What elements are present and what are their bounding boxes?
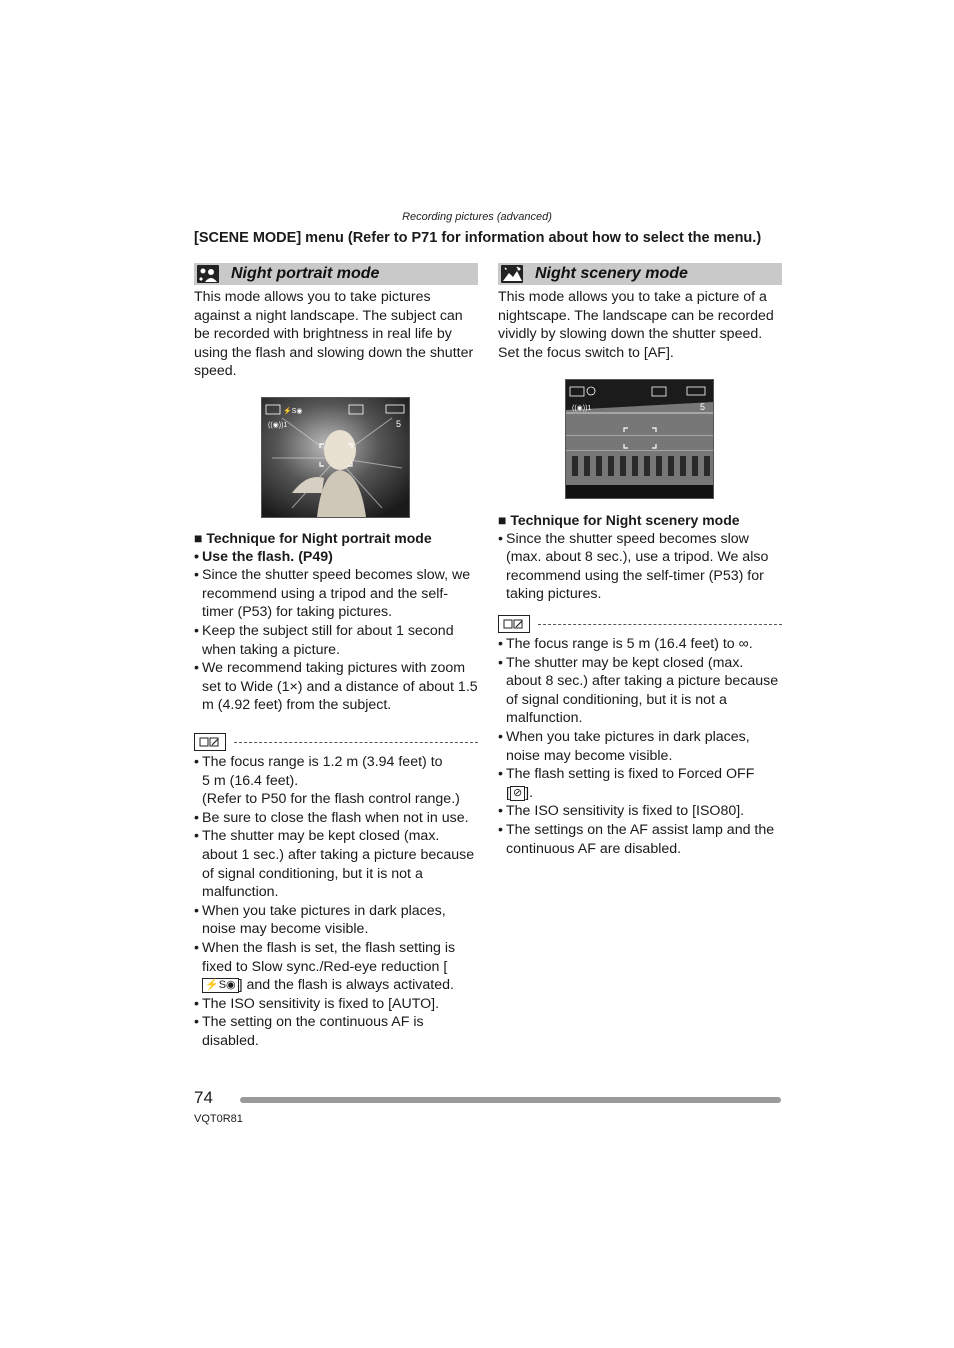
left-column (194, 263, 478, 381)
list-item: • Since the shutter speed becomes slow, we recommend using a tripod and the self-timer (P53) for taking pictures. (194, 566, 478, 622)
list-item (194, 753, 478, 809)
list-item: • When you take pictures in dark places, noise may become visible. (194, 902, 478, 939)
list-item: • When you take pictures in dark places, noise may become visible. (498, 728, 782, 765)
night-scenery-title: Night scenery mode (535, 265, 688, 282)
right-notes (498, 615, 782, 858)
list-item: • Keep the subject still for about 1 second when taking a picture. (194, 622, 478, 659)
night-scenery-photo (565, 379, 714, 499)
flash-off-icon: ⊘ (510, 786, 525, 801)
document-code: VQT0R81 (194, 1113, 243, 1125)
note-memo-icon (498, 615, 530, 633)
note-header (498, 615, 782, 633)
night-portrait-intro: This mode allows you to take pictures against a night landscape. The subject can be recorded with brightness in real life by using the flash and slowing down the shutter speed. (194, 289, 474, 380)
left-notes (194, 733, 478, 1051)
note-divider (234, 742, 478, 743)
night-portrait-technique-list (194, 548, 478, 715)
night-portrait-title: Night portrait mode (231, 265, 380, 282)
list-item: • Be sure to close the flash when not in use. (194, 809, 478, 828)
list-item: • The shutter may be kept closed (max. about 8 sec.) after taking a picture because of signal conditioning, but it is not a malfunction. (498, 654, 782, 728)
scenery-shots-remaining: 5 (700, 402, 706, 412)
slow-sync-redeye-icon: ⚡S◉ (202, 978, 239, 993)
note-text: The focus range is 1.2 m (3.94 feet) to (202, 754, 443, 770)
night-scenery-icon (501, 265, 523, 283)
right-column (498, 263, 782, 362)
night-portrait-icon (197, 265, 219, 283)
list-item (194, 939, 478, 995)
footer-rule (240, 1097, 781, 1103)
note-divider (538, 624, 782, 625)
right-technique (498, 511, 782, 604)
night-portrait-notes (194, 753, 478, 1051)
note-text: ]. (525, 784, 534, 801)
night-scenery-notes (498, 635, 782, 858)
list-item: • The settings on the AF assist lamp and the continuous AF are disabled. (498, 821, 782, 858)
note-text: ] and the flash is always activated. (238, 977, 454, 994)
list-item: • Since the shutter speed becomes slow (max. about 8 sec.), use a tripod. We also recommend using the self-timer (P53) for taking pictures. (498, 530, 782, 604)
svg-text:((◉))1: ((◉))1 (572, 405, 592, 412)
note-memo-icon (194, 733, 226, 751)
night-portrait-photo (261, 397, 410, 518)
note-header (194, 733, 478, 751)
note-text: When the flash is set, the flash setting is fixed to Slow sync./Red-eye reduction (202, 939, 456, 975)
note-text: 5 m (16.4 feet). (202, 772, 299, 789)
night-scenery-technique-heading: ■ Technique for Night scenery mode (498, 512, 740, 528)
night-scenery-header (498, 263, 782, 285)
night-scenery-intro: This mode allows you to take a picture of a nightscape. The landscape can be recorded vividly by slowing down the shutter speed. Set the focus switch to [AF]. (498, 289, 774, 361)
list-item: • The focus range is 5 m (16.4 feet) to ∞. (498, 635, 782, 654)
note-text: [ (506, 784, 510, 801)
list-item: • The ISO sensitivity is fixed to [ISO80]. (498, 802, 782, 821)
running-header: Recording pictures (advanced) (402, 211, 552, 223)
list-item: • The setting on the continuous AF is disabled. (194, 1013, 478, 1050)
portrait-shots-remaining: 5 (396, 419, 402, 429)
list-item: • The shutter may be kept closed (max. about 1 sec.) after taking a picture because of signal conditioning, but it is not a malfunction. (194, 827, 478, 901)
list-item: • We recommend taking pictures with zoom set to Wide (1×) and a distance of about 1.5 m (4.92 feet) from the subject. (194, 659, 478, 715)
night-portrait-header (194, 263, 478, 285)
svg-text:⚡S◉: ⚡S◉ (283, 408, 303, 415)
list-item: • Use the flash. (P49) (194, 548, 478, 567)
list-item: • The ISO sensitivity is fixed to [AUTO]. (194, 995, 478, 1014)
left-technique (194, 529, 478, 715)
scene-menu-heading: [SCENE MODE] menu (Refer to P71 for information about how to select the menu.) (194, 230, 762, 246)
note-text: [ (443, 958, 448, 975)
list-item (498, 765, 782, 802)
page-number: 74 (194, 1088, 213, 1107)
night-scenery-technique-list (498, 530, 782, 604)
note-text: (Refer to P50 for the flash control range.) (202, 791, 460, 808)
note-text: The flash setting is fixed to Forced OFF (506, 766, 755, 783)
night-portrait-technique-heading: ■ Technique for Night portrait mode (194, 530, 432, 546)
svg-text:((◉))1: ((◉))1 (268, 422, 288, 429)
